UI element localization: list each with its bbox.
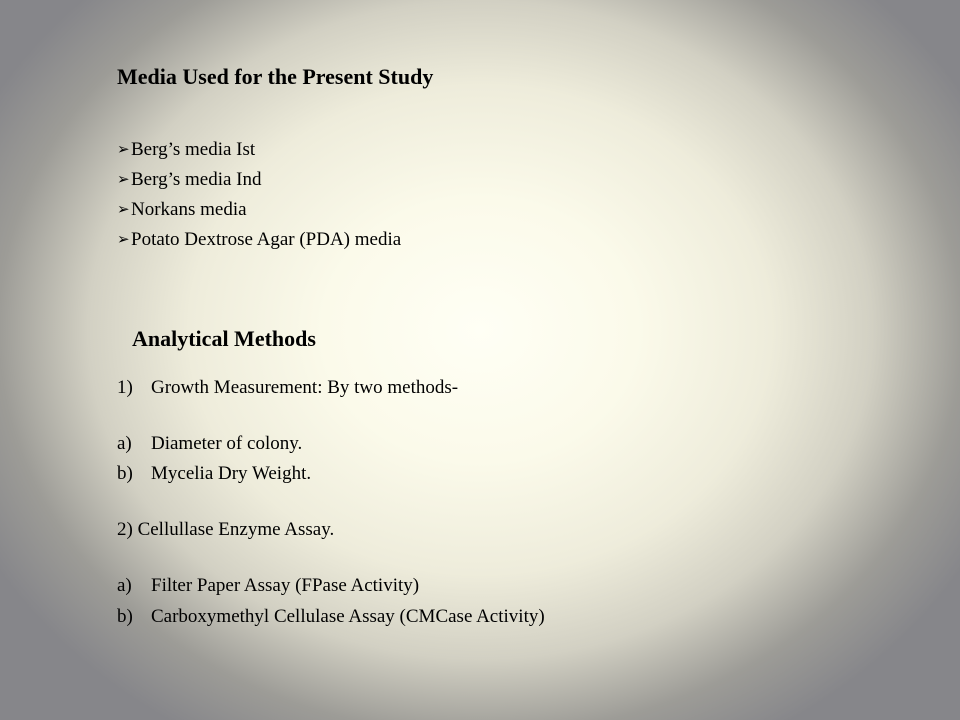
list-item xyxy=(117,225,401,255)
list-item-label: Potato Dextrose Agar (PDA) media xyxy=(131,229,402,250)
list-item-label: Norkans media xyxy=(131,199,247,220)
media-list xyxy=(117,135,401,255)
arrow-bullet-icon: ➢ xyxy=(117,232,130,248)
list-item xyxy=(117,165,401,195)
arrow-bullet-icon: ➢ xyxy=(117,142,130,158)
enzyme-subitem-text: Filter Paper Assay (FPase Activity) xyxy=(151,575,420,596)
methods-section-title: Analytical Methods xyxy=(132,326,316,351)
growth-subitem xyxy=(117,462,311,486)
enzyme-subitem-text: Carboxymethyl Cellulase Assay (CMCase Activity) xyxy=(151,606,545,627)
arrow-bullet-icon: ➢ xyxy=(117,172,130,188)
list-item-label: Berg’s media Ind xyxy=(131,169,262,190)
list-item xyxy=(117,135,401,165)
list-item-label: Berg’s media Ist xyxy=(131,139,256,160)
list-marker: b) xyxy=(117,463,133,484)
media-section-title: Media Used for the Present Study xyxy=(117,64,434,89)
enzyme-assay-item: 2) Cellullase Enzyme Assay. xyxy=(117,519,335,540)
growth-measurement-text: Growth Measurement: By two methods- xyxy=(151,377,459,398)
growth-subitem xyxy=(117,432,302,456)
growth-subitem-text: Diameter of colony. xyxy=(151,433,303,454)
growth-measurement-item xyxy=(117,376,458,400)
list-marker: a) xyxy=(117,433,132,454)
enzyme-subitem xyxy=(117,574,419,598)
list-marker: 1) xyxy=(117,377,133,398)
growth-subitem-text: Mycelia Dry Weight. xyxy=(151,463,312,484)
list-marker: a) xyxy=(117,575,132,596)
arrow-bullet-icon: ➢ xyxy=(117,202,130,218)
enzyme-subitem xyxy=(117,605,545,629)
list-marker: b) xyxy=(117,606,133,627)
list-item xyxy=(117,195,401,225)
